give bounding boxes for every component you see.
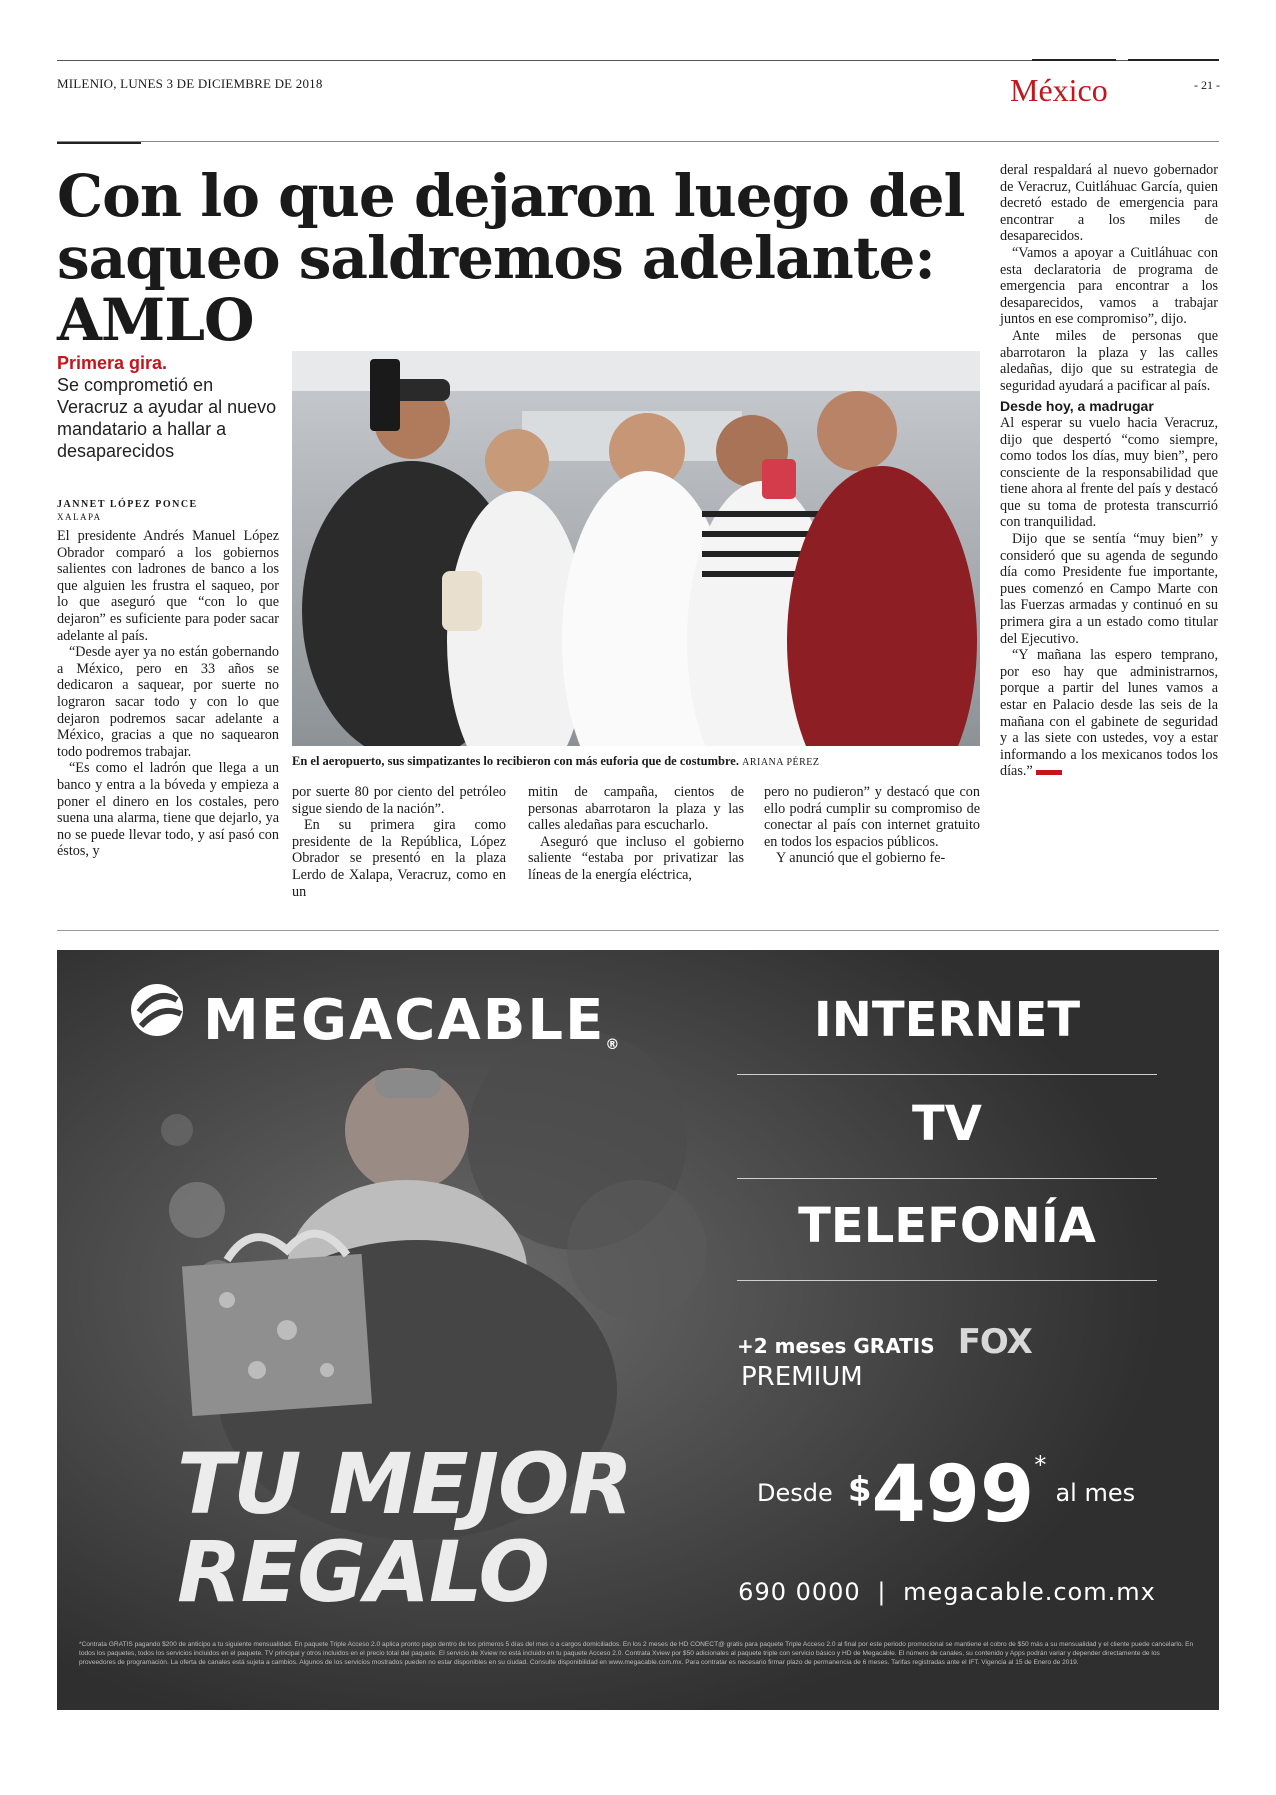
- dateline: XALAPA: [57, 512, 102, 522]
- contact-line: [737, 1578, 1157, 1606]
- section-accent-bar-2: [1128, 59, 1219, 61]
- paragraph: mitin de campaña, cientos de personas abarrotaron la plaza y las calles aledañas para escucharlo.: [528, 784, 744, 834]
- service-tv: TV: [912, 1096, 982, 1152]
- kicker-text: Se comprometió en Veracruz a ayudar al nuevo mandatario a hallar a desaparecidos: [57, 375, 277, 461]
- contact-separator: |: [877, 1578, 887, 1606]
- photo-caption: [292, 754, 982, 769]
- brand-name: MEGACABLE: [203, 988, 606, 1053]
- article-column-5: [1000, 162, 1218, 780]
- article-column-1: [57, 528, 279, 860]
- headline-line-1: Con lo que dejaron luego del: [57, 162, 965, 230]
- paragraph: Al esperar su vuelo hacia Veracruz, dijo que despertó “como siempre, como todos los días, muy bien”, pero consciente de la responsabilidad que tiene ahora al frente del país y destacó que su toma de protesta transcurrió con tranquilidad.: [1000, 414, 1218, 531]
- header-bottom-rule: [57, 141, 1219, 142]
- publication-date: MILENIO, LUNES 3 DE DICIEMBRE DE 2018: [57, 76, 323, 91]
- megacable-advertisement[interactable]: [57, 950, 1219, 1710]
- price-asterisk: *: [1034, 1451, 1047, 1479]
- paragraph: Aseguró que incluso el gobierno saliente “estaba por privatizar las líneas de la energía eléctrica,: [528, 833, 744, 883]
- ad-separator-rule: [57, 930, 1219, 931]
- premium-label: PREMIUM: [741, 1362, 863, 1392]
- promo-text: +2 meses GRATIS: [737, 1334, 935, 1358]
- tagline-line-2: REGALO: [177, 1523, 549, 1621]
- article-column-3: [528, 784, 744, 884]
- service-telefonia: TELEFONÍA: [798, 1198, 1096, 1254]
- headline-line-2: saqueo saldremos adelante: AMLO: [57, 224, 935, 354]
- megacable-logo: [203, 988, 621, 1053]
- section-title: México: [1010, 72, 1108, 108]
- price-prefix: Desde: [757, 1479, 833, 1507]
- byline: JANNET LÓPEZ PONCE: [57, 499, 198, 510]
- end-mark-icon: [1036, 770, 1062, 775]
- phone-number[interactable]: 690 0000: [738, 1578, 861, 1606]
- tagline-line-1: TU MEJOR: [177, 1435, 633, 1533]
- subhead: Desde hoy, a madrugar: [1000, 398, 1154, 415]
- price-value: 499: [871, 1450, 1035, 1540]
- website-link[interactable]: megacable.com.mx: [903, 1578, 1156, 1606]
- kicker: [57, 352, 277, 462]
- headline-accent-bar: [57, 142, 141, 144]
- paragraph: Ante miles de personas que abarrotaron la plaza y las calles aledañas, dijo que su estrategia de seguridad ayudará a pacificar al país.: [1000, 327, 1218, 394]
- price-currency: $: [847, 1470, 872, 1510]
- paragraph: deral respaldará al nuevo gobernador de Veracruz, Cuitláhuac García, quien decretó estado de emergencia para encontrar a los miles de desaparecidos.: [1000, 162, 1218, 245]
- fox-logo: FOX: [957, 1322, 1032, 1362]
- paragraph: por suerte 80 por ciento del petróleo sigue siendo de la nación”.: [292, 784, 506, 817]
- paragraph: pero no pudieron” y destacó que con ello podrá cumplir su compromiso de conectar al país con internet gratuito en todos los espacios públicos.: [764, 784, 980, 850]
- service-internet: INTERNET: [813, 992, 1081, 1048]
- paragraph: El presidente Andrés Manuel López Obrador comparó a los gobiernos salientes con ladrones de banco a los que alguien les frustra el saqueo, por lo que aseguró que “con lo que dejaron” es suficiente para poder sacar adelante al país.: [57, 528, 279, 644]
- article-column-2: [292, 784, 506, 900]
- headline: [57, 162, 987, 354]
- paragraph: “Vamos a apoyar a Cuitláhuac con esta declaratoria de programa de emergencia para encontrar a los desaparecidos, vamos a trabajar juntos en ese compromiso”, dijo.: [1000, 244, 1218, 328]
- price: [757, 1450, 1135, 1540]
- crowd-photo-illustration: [292, 351, 980, 746]
- paragraph: “Desde ayer ya no están gobernando a México, pero en 33 años se dedicaron a saquear, por suerte no lograron sacar todo y con lo que dejaron podremos sacar adelante a México, gracias a que no saquearon todo podremos trabajar.: [57, 644, 279, 760]
- kicker-title: Primera gira.: [57, 353, 168, 373]
- section-accent-bar: [1032, 59, 1116, 61]
- paragraph: En su primera gira como presidente de la República, López Obrador se presentó en la plaza Lerdo de Xalapa, Veracruz, como en un: [292, 817, 506, 900]
- registered-mark: ®: [605, 1037, 622, 1053]
- caption-text: En el aeropuerto, sus simpatizantes lo recibieron con más euforia que de costumbre.: [292, 754, 739, 768]
- news-photo: [292, 351, 980, 746]
- service-divider: [737, 1178, 1157, 1179]
- service-divider: [737, 1074, 1157, 1075]
- paragraph: [1000, 647, 1218, 780]
- paragraph: Y anunció que el gobierno fe-: [776, 850, 946, 867]
- service-divider: [737, 1280, 1157, 1281]
- page-number: - 21 -: [1194, 78, 1220, 92]
- ad-tagline: [177, 1435, 633, 1621]
- paragraph: Dijo que se sentía “muy bien” y consideró que su agenda de segundo día como Presidente fue importante, pues comenzó en Campo Marte con las Fuerzas armadas y continuó en su primera gira a un estado como titular del Ejecutivo.: [1000, 531, 1218, 647]
- paragraph: “Es como el ladrón que llega a un banco y entra a la bóveda y empieza a poner el dinero en los costales, pero suena una alarma, tiene que dejarlo, ya no se puede llevar todo, y así pasó con éstos, y: [57, 760, 279, 860]
- article-column-4: [764, 784, 980, 867]
- legal-disclaimer: *Contrata GRATIS pagando $200 de anticipo a tu siguiente mensualidad. En paquete Triple Acceso 2.0 aplica pronto pago dentro de los primeros 5 días del mes o a cargos domiciliados. En los 2 meses de HD CONECT@ gratis para paquete Triple Acceso 2.0 al final por este periodo promocional se mantiene el cobro de $50 más a su mensualidad y el cliente puede cancelarlo. En todos los paquetes, todos los servicios incluidos en el paquete. TV principal y otros incluidos en el precio total del paquete. El servicio de Xview no está incluido en tu paquete Acceso 2.0. Contrata Xview por $50 adicionales al paquete triple con servicio básico y HD de Megacable. El número de canales, su contenido y Apps podrán variar y depender directamente de los proveedores de programación. La oferta de canales está sujeta a cambios. Algunos de los servicios mostrados pueden no estar disponibles en su ciudad. Consulte disponibilidad en www.megacable.com.mx. Para contratar es necesario firmar plazo de permanencia de 6 meses. Tarifas registradas ante el IFT. Vigencia al 15 de Enero de 2019.: [79, 1641, 1194, 1666]
- promo-line: [737, 1322, 1157, 1392]
- paragraph-text: “Y mañana las espero temprano, por eso hay que administrarnos, porque a partir del lunes vamos a estar en Palacio desde las seis de la mañana con el gabinete de seguridad y a las siete con ustedes, voy a estar informando a los mexicanos todos los días.”: [1000, 647, 1218, 780]
- price-suffix: al mes: [1055, 1479, 1136, 1507]
- photo-credit: ARIANA PÉREZ: [742, 757, 820, 768]
